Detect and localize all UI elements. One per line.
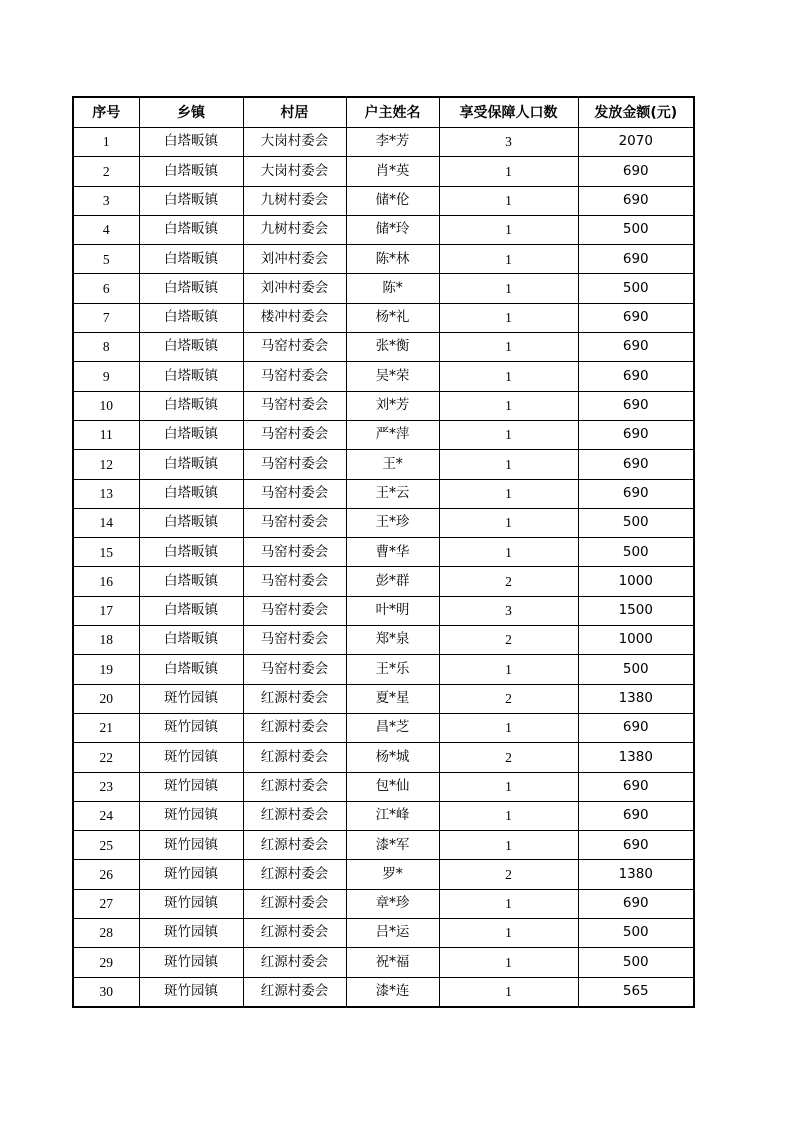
table-row — [73, 245, 694, 274]
table-row — [73, 508, 694, 537]
serial-cell: 15 — [73, 538, 139, 567]
persons-cell: 1 — [439, 801, 578, 830]
document-page — [72, 96, 693, 1008]
persons-cell: 1 — [439, 362, 578, 391]
village-cell: 红源村委会 — [243, 860, 346, 889]
amount-cell: 690 — [578, 772, 694, 801]
village-cell: 九树村委会 — [243, 215, 346, 244]
householder-cell: 杨*城 — [346, 743, 439, 772]
amount-cell: 690 — [578, 713, 694, 742]
persons-cell: 1 — [439, 186, 578, 215]
town-cell: 斑竹园镇 — [139, 977, 243, 1007]
amount-cell: 500 — [578, 274, 694, 303]
persons-cell: 1 — [439, 479, 578, 508]
householder-cell: 漆*连 — [346, 977, 439, 1007]
serial-cell: 3 — [73, 186, 139, 215]
serial-cell: 9 — [73, 362, 139, 391]
village-cell: 马窑村委会 — [243, 479, 346, 508]
amount-cell: 2070 — [578, 128, 694, 157]
table-row — [73, 801, 694, 830]
persons-cell: 1 — [439, 538, 578, 567]
serial-cell: 2 — [73, 157, 139, 186]
village-cell: 刘冲村委会 — [243, 245, 346, 274]
village-cell: 马窑村委会 — [243, 450, 346, 479]
amount-cell: 690 — [578, 362, 694, 391]
householder-cell: 曹*华 — [346, 538, 439, 567]
table-row — [73, 948, 694, 977]
table-row — [73, 713, 694, 742]
header-village: 村居 — [243, 97, 346, 128]
persons-cell: 1 — [439, 245, 578, 274]
table-row — [73, 479, 694, 508]
serial-cell: 16 — [73, 567, 139, 596]
householder-cell: 祝*福 — [346, 948, 439, 977]
village-cell: 大岗村委会 — [243, 157, 346, 186]
serial-cell: 4 — [73, 215, 139, 244]
table-row — [73, 274, 694, 303]
village-cell: 马窑村委会 — [243, 420, 346, 449]
persons-cell: 1 — [439, 508, 578, 537]
householder-cell: 肖*英 — [346, 157, 439, 186]
persons-cell: 1 — [439, 889, 578, 918]
village-cell: 马窑村委会 — [243, 655, 346, 684]
persons-cell: 1 — [439, 948, 578, 977]
serial-cell: 14 — [73, 508, 139, 537]
subsidy-table — [72, 96, 695, 1008]
serial-cell: 19 — [73, 655, 139, 684]
town-cell: 白塔畈镇 — [139, 538, 243, 567]
serial-cell: 11 — [73, 420, 139, 449]
village-cell: 红源村委会 — [243, 919, 346, 948]
header-amount: 发放金额(元) — [578, 97, 694, 128]
serial-cell: 28 — [73, 919, 139, 948]
table-row — [73, 626, 694, 655]
householder-cell: 王* — [346, 450, 439, 479]
amount-cell: 690 — [578, 391, 694, 420]
village-cell: 马窑村委会 — [243, 508, 346, 537]
serial-cell: 27 — [73, 889, 139, 918]
householder-cell: 罗* — [346, 860, 439, 889]
householder-cell: 彭*群 — [346, 567, 439, 596]
table-row — [73, 655, 694, 684]
town-cell: 斑竹园镇 — [139, 860, 243, 889]
amount-cell: 500 — [578, 919, 694, 948]
persons-cell: 1 — [439, 772, 578, 801]
serial-cell: 20 — [73, 684, 139, 713]
serial-cell: 30 — [73, 977, 139, 1007]
table-row — [73, 333, 694, 362]
table-row — [73, 128, 694, 157]
amount-cell: 1000 — [578, 626, 694, 655]
town-cell: 白塔畈镇 — [139, 245, 243, 274]
persons-cell: 2 — [439, 743, 578, 772]
persons-cell: 1 — [439, 215, 578, 244]
householder-cell: 郑*泉 — [346, 626, 439, 655]
amount-cell: 500 — [578, 215, 694, 244]
village-cell: 红源村委会 — [243, 977, 346, 1007]
householder-cell: 陈* — [346, 274, 439, 303]
persons-cell: 1 — [439, 655, 578, 684]
persons-cell: 1 — [439, 274, 578, 303]
householder-cell: 吕*运 — [346, 919, 439, 948]
village-cell: 马窑村委会 — [243, 626, 346, 655]
town-cell: 白塔畈镇 — [139, 215, 243, 244]
village-cell: 马窑村委会 — [243, 391, 346, 420]
town-cell: 白塔畈镇 — [139, 508, 243, 537]
serial-cell: 12 — [73, 450, 139, 479]
table-row — [73, 831, 694, 860]
village-cell: 红源村委会 — [243, 831, 346, 860]
table-row — [73, 919, 694, 948]
town-cell: 斑竹园镇 — [139, 919, 243, 948]
serial-cell: 7 — [73, 303, 139, 332]
town-cell: 白塔畈镇 — [139, 626, 243, 655]
amount-cell: 690 — [578, 303, 694, 332]
village-cell: 红源村委会 — [243, 743, 346, 772]
header-serial: 序号 — [73, 97, 139, 128]
amount-cell: 690 — [578, 186, 694, 215]
town-cell: 斑竹园镇 — [139, 713, 243, 742]
town-cell: 斑竹园镇 — [139, 684, 243, 713]
town-cell: 白塔畈镇 — [139, 596, 243, 625]
village-cell: 红源村委会 — [243, 772, 346, 801]
householder-cell: 叶*明 — [346, 596, 439, 625]
serial-cell: 26 — [73, 860, 139, 889]
householder-cell: 昌*芝 — [346, 713, 439, 742]
householder-cell: 章*珍 — [346, 889, 439, 918]
table-row — [73, 596, 694, 625]
table-row — [73, 772, 694, 801]
village-cell: 红源村委会 — [243, 713, 346, 742]
serial-cell: 18 — [73, 626, 139, 655]
table-row — [73, 860, 694, 889]
header-covered-persons: 享受保障人口数 — [439, 97, 578, 128]
serial-cell: 5 — [73, 245, 139, 274]
village-cell: 马窑村委会 — [243, 333, 346, 362]
town-cell: 斑竹园镇 — [139, 801, 243, 830]
village-cell: 红源村委会 — [243, 684, 346, 713]
householder-cell: 王*珍 — [346, 508, 439, 537]
householder-cell: 张*衡 — [346, 333, 439, 362]
town-cell: 白塔畈镇 — [139, 333, 243, 362]
amount-cell: 1380 — [578, 684, 694, 713]
town-cell: 斑竹园镇 — [139, 889, 243, 918]
village-cell: 红源村委会 — [243, 889, 346, 918]
serial-cell: 6 — [73, 274, 139, 303]
town-cell: 白塔畈镇 — [139, 655, 243, 684]
table-row — [73, 889, 694, 918]
village-cell: 马窑村委会 — [243, 362, 346, 391]
persons-cell: 1 — [439, 831, 578, 860]
householder-cell: 夏*星 — [346, 684, 439, 713]
table-row — [73, 977, 694, 1007]
amount-cell: 690 — [578, 420, 694, 449]
householder-cell: 王*云 — [346, 479, 439, 508]
serial-cell: 21 — [73, 713, 139, 742]
village-cell: 红源村委会 — [243, 948, 346, 977]
village-cell: 马窑村委会 — [243, 567, 346, 596]
village-cell: 马窑村委会 — [243, 538, 346, 567]
village-cell: 红源村委会 — [243, 801, 346, 830]
header-householder: 户主姓名 — [346, 97, 439, 128]
town-cell: 斑竹园镇 — [139, 948, 243, 977]
amount-cell: 500 — [578, 538, 694, 567]
village-cell: 九树村委会 — [243, 186, 346, 215]
persons-cell: 2 — [439, 684, 578, 713]
town-cell: 白塔畈镇 — [139, 479, 243, 508]
serial-cell: 10 — [73, 391, 139, 420]
persons-cell: 3 — [439, 596, 578, 625]
town-cell: 白塔畈镇 — [139, 362, 243, 391]
village-cell: 刘冲村委会 — [243, 274, 346, 303]
amount-cell: 690 — [578, 245, 694, 274]
town-cell: 白塔畈镇 — [139, 450, 243, 479]
amount-cell: 1380 — [578, 860, 694, 889]
town-cell: 白塔畈镇 — [139, 391, 243, 420]
amount-cell: 690 — [578, 889, 694, 918]
table-header — [73, 97, 694, 128]
persons-cell: 1 — [439, 157, 578, 186]
town-cell: 白塔畈镇 — [139, 274, 243, 303]
town-cell: 斑竹园镇 — [139, 831, 243, 860]
amount-cell: 1500 — [578, 596, 694, 625]
persons-cell: 1 — [439, 450, 578, 479]
persons-cell: 1 — [439, 977, 578, 1007]
town-cell: 白塔畈镇 — [139, 303, 243, 332]
persons-cell: 1 — [439, 333, 578, 362]
table-row — [73, 303, 694, 332]
householder-cell: 刘*芳 — [346, 391, 439, 420]
header-town: 乡镇 — [139, 97, 243, 128]
town-cell: 白塔畈镇 — [139, 567, 243, 596]
householder-cell: 包*仙 — [346, 772, 439, 801]
town-cell: 斑竹园镇 — [139, 743, 243, 772]
persons-cell: 1 — [439, 420, 578, 449]
header-row — [73, 97, 694, 128]
amount-cell: 500 — [578, 655, 694, 684]
serial-cell: 17 — [73, 596, 139, 625]
persons-cell: 2 — [439, 626, 578, 655]
householder-cell: 江*峰 — [346, 801, 439, 830]
householder-cell: 漆*军 — [346, 831, 439, 860]
table-row — [73, 684, 694, 713]
amount-cell: 565 — [578, 977, 694, 1007]
table-body — [73, 128, 694, 1007]
householder-cell: 储*玲 — [346, 215, 439, 244]
amount-cell: 690 — [578, 450, 694, 479]
persons-cell: 1 — [439, 919, 578, 948]
village-cell: 马窑村委会 — [243, 596, 346, 625]
village-cell: 楼冲村委会 — [243, 303, 346, 332]
householder-cell: 严*萍 — [346, 420, 439, 449]
town-cell: 白塔畈镇 — [139, 186, 243, 215]
persons-cell: 2 — [439, 567, 578, 596]
town-cell: 白塔畈镇 — [139, 157, 243, 186]
amount-cell: 1000 — [578, 567, 694, 596]
amount-cell: 500 — [578, 508, 694, 537]
serial-cell: 23 — [73, 772, 139, 801]
table-row — [73, 538, 694, 567]
householder-cell: 杨*礼 — [346, 303, 439, 332]
amount-cell: 690 — [578, 333, 694, 362]
serial-cell: 25 — [73, 831, 139, 860]
amount-cell: 690 — [578, 479, 694, 508]
table-row — [73, 743, 694, 772]
table-row — [73, 567, 694, 596]
persons-cell: 1 — [439, 713, 578, 742]
householder-cell: 吴*荣 — [346, 362, 439, 391]
table-row — [73, 391, 694, 420]
table-row — [73, 450, 694, 479]
amount-cell: 1380 — [578, 743, 694, 772]
serial-cell: 1 — [73, 128, 139, 157]
table-row — [73, 186, 694, 215]
table-row — [73, 157, 694, 186]
persons-cell: 1 — [439, 391, 578, 420]
persons-cell: 2 — [439, 860, 578, 889]
town-cell: 白塔畈镇 — [139, 128, 243, 157]
persons-cell: 3 — [439, 128, 578, 157]
table-row — [73, 215, 694, 244]
householder-cell: 陈*林 — [346, 245, 439, 274]
town-cell: 斑竹园镇 — [139, 772, 243, 801]
amount-cell: 690 — [578, 157, 694, 186]
table-row — [73, 362, 694, 391]
amount-cell: 500 — [578, 948, 694, 977]
serial-cell: 29 — [73, 948, 139, 977]
amount-cell: 690 — [578, 801, 694, 830]
serial-cell: 22 — [73, 743, 139, 772]
householder-cell: 王*乐 — [346, 655, 439, 684]
serial-cell: 24 — [73, 801, 139, 830]
town-cell: 白塔畈镇 — [139, 420, 243, 449]
householder-cell: 李*芳 — [346, 128, 439, 157]
table-row — [73, 420, 694, 449]
village-cell: 大岗村委会 — [243, 128, 346, 157]
persons-cell: 1 — [439, 303, 578, 332]
serial-cell: 8 — [73, 333, 139, 362]
serial-cell: 13 — [73, 479, 139, 508]
householder-cell: 储*伦 — [346, 186, 439, 215]
amount-cell: 690 — [578, 831, 694, 860]
